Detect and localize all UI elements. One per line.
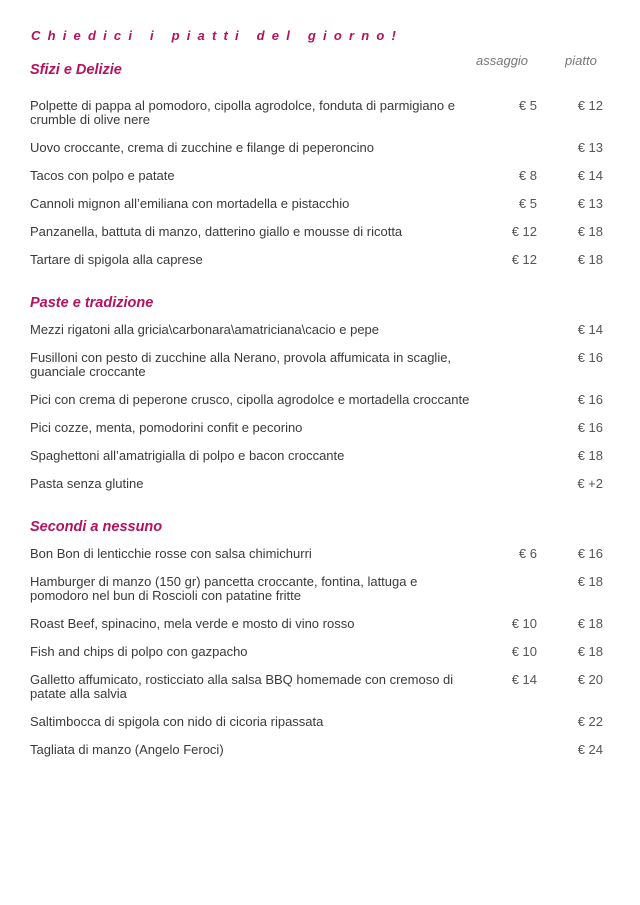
item-name: Fish and chips di polpo con gazpacho [30, 644, 248, 659]
menu-item [30, 246, 610, 274]
tasting-price: € 10 [511, 616, 537, 631]
dish-price: € 14 [577, 322, 603, 337]
menu-item [30, 540, 610, 568]
tasting-price: € 5 [518, 98, 537, 113]
item-name: Bon Bon di lenticchie rosse con salsa chimichurri [30, 546, 312, 561]
menu-list [30, 52, 610, 764]
item-name: Galletto affumicato, rosticciato alla salsa BBQ homemade con cremoso di patate alla salvia [30, 672, 454, 701]
tasting-price: € 14 [511, 672, 537, 687]
item-name: Panzanella, battuta di manzo, datterino giallo e mousse di ricotta [30, 224, 403, 239]
item-name: Cannoli mignon all’emiliana con mortadella e pistacchio [30, 196, 350, 211]
dish-price: € 24 [577, 742, 603, 757]
item-name: Mezzi rigatoni alla gricia\carbonara\amatriciana\cacio e pepe [30, 322, 380, 337]
menu-item [30, 666, 610, 708]
section-title: Paste e tradizione [30, 295, 154, 311]
menu-section [30, 498, 610, 764]
section-title: Secondi a nessuno [30, 519, 163, 535]
menu-item [30, 92, 610, 134]
menu-item [30, 162, 610, 190]
section-title: Sfizi e Delizie [30, 62, 122, 78]
item-name: Roast Beef, spinacino, mela verde e mosto di vino rosso [30, 616, 355, 631]
menu-item [30, 442, 610, 470]
item-name: Uovo croccante, crema di zucchine e filange di peperoncino [30, 140, 374, 155]
item-name: Saltimbocca di spigola con nido di cicoria ripassata [30, 714, 324, 729]
tasting-price: € 6 [518, 546, 537, 561]
item-name: Polpette di pappa al pomodoro, cipolla agrodolce, fonduta di parmigiano e crumble di olive nere [30, 98, 455, 127]
dish-price: € 18 [577, 644, 603, 659]
menu-section [30, 52, 610, 274]
tasting-price: € 12 [511, 252, 537, 267]
tasting-price: € 5 [518, 196, 537, 211]
item-name: Fusilloni con pesto di zucchine alla Nerano, provola affumicata in scaglie, guanciale croccante [30, 350, 452, 379]
dish-price: € 18 [577, 252, 603, 267]
dish-price: € +2 [577, 476, 603, 491]
tasting-price: € 10 [511, 644, 537, 659]
menu-title: Chiedici i piatti del giorno! [31, 28, 404, 43]
dish-price: € 12 [577, 98, 603, 113]
tasting-price: € 8 [518, 168, 537, 183]
dish-price: € 16 [577, 420, 603, 435]
dish-price: € 18 [577, 574, 603, 589]
dish-price: € 18 [577, 616, 603, 631]
dish-price: € 22 [577, 714, 603, 729]
menu-item [30, 344, 610, 386]
menu-section [30, 274, 610, 498]
dish-price: € 13 [577, 196, 603, 211]
dish-price: € 14 [577, 168, 603, 183]
menu-item [30, 134, 610, 162]
item-name: Spaghettoni all’amatrigialla di polpo e bacon croccante [30, 448, 345, 463]
tasting-price: € 12 [511, 224, 537, 239]
menu-item [30, 414, 610, 442]
menu-item [30, 386, 610, 414]
item-name: Pici cozze, menta, pomodorini confit e pecorino [30, 420, 303, 435]
dish-price: € 18 [577, 448, 603, 463]
item-name: Hamburger di manzo (150 gr) pancetta croccante, fontina, lattuga e pomodoro nel bun di Roscioli con patatine fritte [30, 574, 418, 603]
menu-item [30, 218, 610, 246]
menu-item [30, 470, 610, 498]
menu-item [30, 316, 610, 344]
menu-item [30, 568, 610, 610]
menu-item [30, 708, 610, 736]
dish-price: € 18 [577, 224, 603, 239]
dish-price: € 13 [577, 140, 603, 155]
item-name: Pici con crema di peperone crusco, cipolla agrodolce e mortadella croccante [30, 392, 470, 407]
dish-price: € 16 [577, 350, 603, 365]
dish-price: € 16 [577, 392, 603, 407]
dish-price: € 16 [577, 546, 603, 561]
menu-item [30, 190, 610, 218]
dish-price: € 20 [577, 672, 603, 687]
menu-item [30, 610, 610, 638]
menu-item [30, 736, 610, 764]
menu-item [30, 638, 610, 666]
item-name: Pasta senza glutine [30, 476, 144, 491]
item-name: Tacos con polpo e patate [30, 168, 175, 183]
column-header-dish: piatto [565, 53, 597, 68]
item-name: Tagliata di manzo (Angelo Feroci) [30, 742, 224, 757]
column-header-tasting: assaggio [476, 53, 529, 68]
item-name: Tartare di spigola alla caprese [30, 252, 203, 267]
